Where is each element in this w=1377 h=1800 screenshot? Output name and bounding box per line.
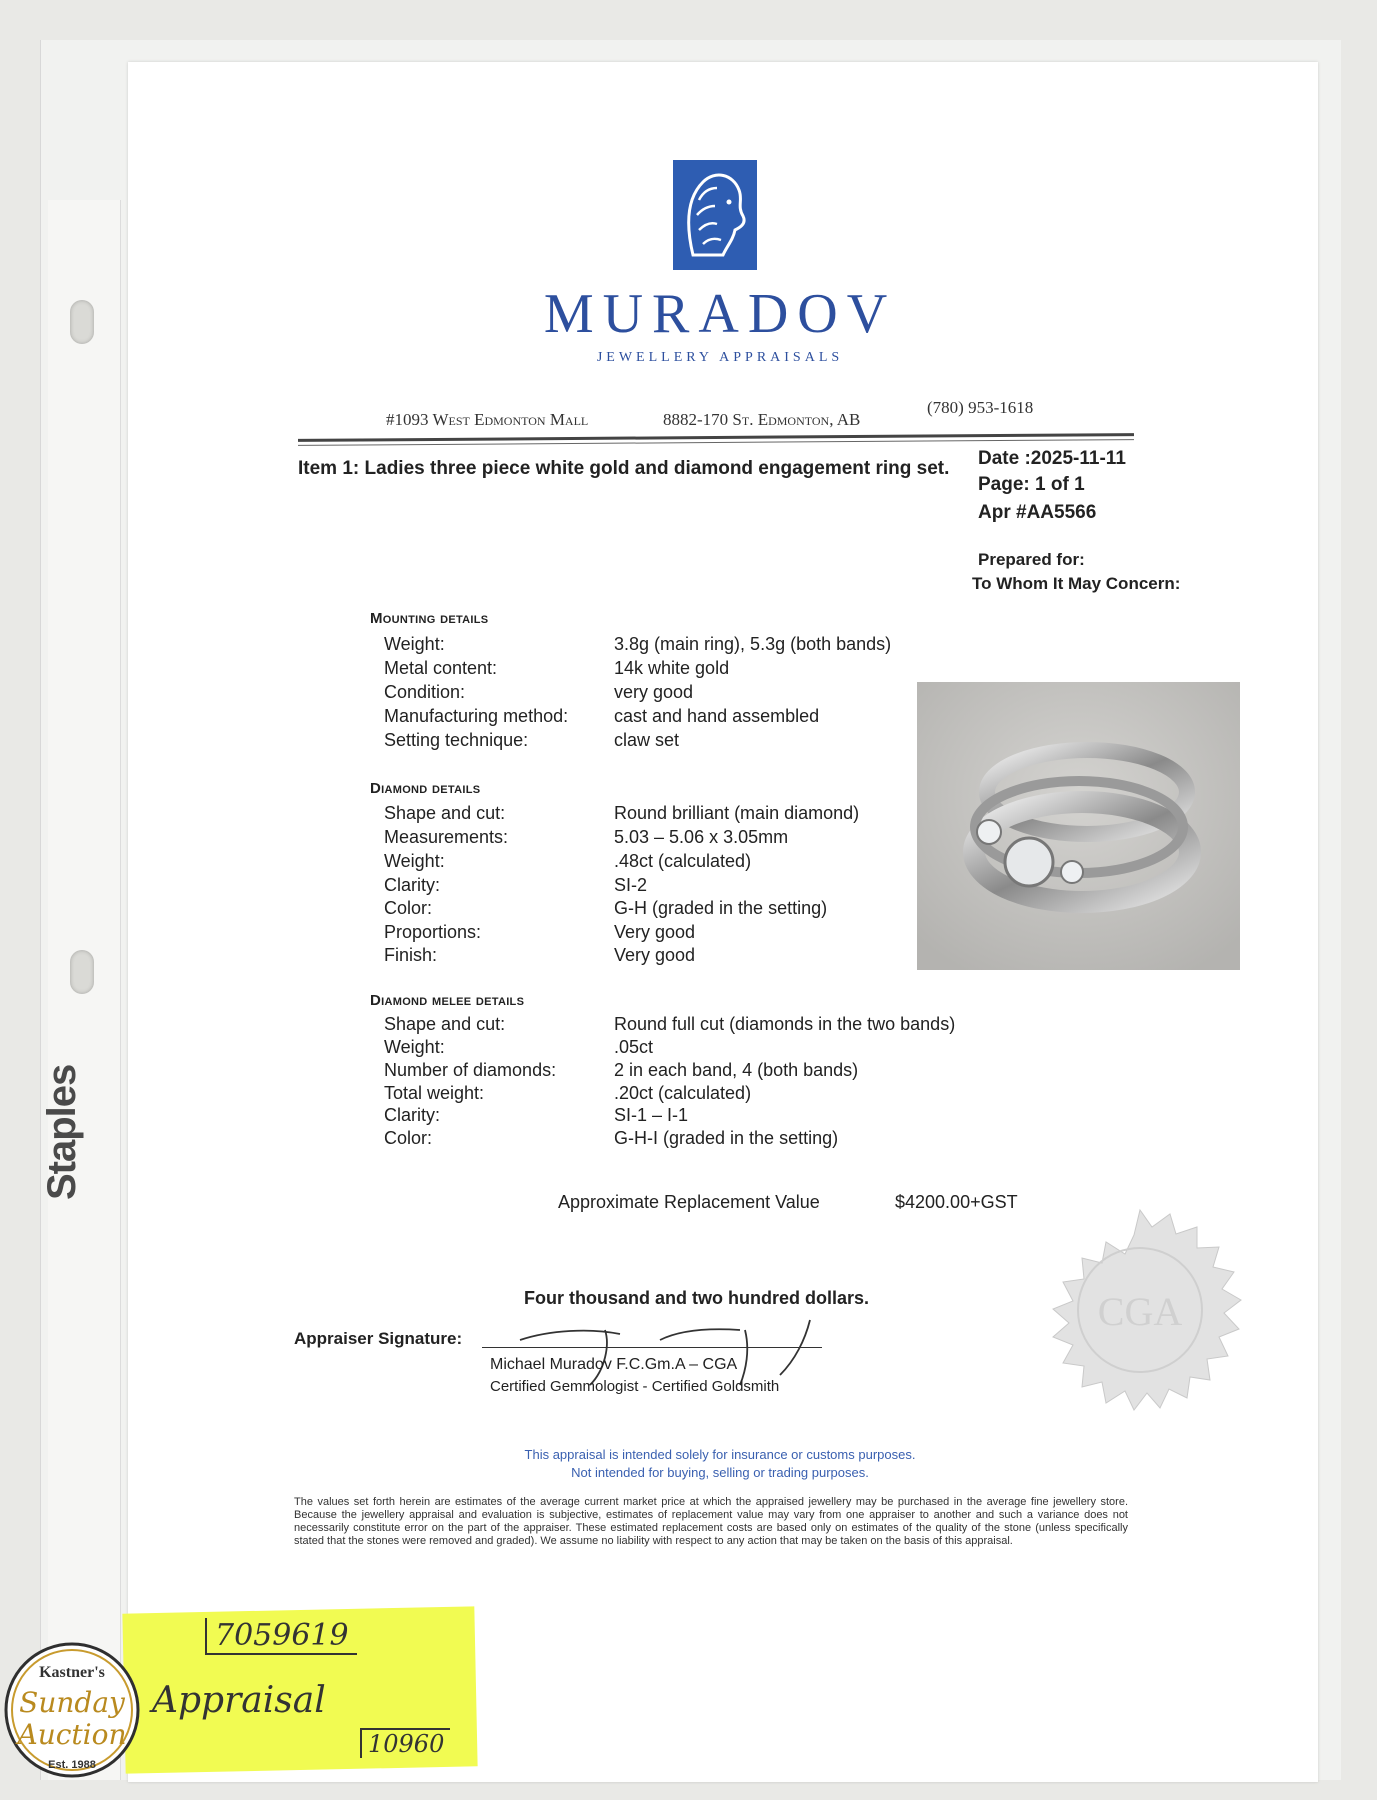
detail-value: .05ct xyxy=(614,1037,654,1057)
detail-label: Condition: xyxy=(384,682,466,702)
replacement-value-label: Approximate Replacement Value xyxy=(558,1192,820,1212)
detail-row xyxy=(384,634,1024,657)
detail-label: Setting technique: xyxy=(384,730,529,750)
handwritten-signature xyxy=(510,1300,840,1390)
punch-hole xyxy=(70,950,94,994)
detail-row xyxy=(384,1083,1024,1106)
detail-value: Very good xyxy=(614,922,696,942)
detail-value: .48ct (calculated) xyxy=(614,851,752,871)
auction-logo-line3: Auction xyxy=(17,1718,127,1751)
detail-label: Shape and cut: xyxy=(384,803,506,823)
detail-label: Weight: xyxy=(384,1037,445,1057)
detail-value: G-H (graded in the setting) xyxy=(614,898,828,918)
page-number: Page: 1 of 1 xyxy=(978,474,1085,495)
address-street: 8882-170 St. Edmonton, AB xyxy=(663,410,861,429)
detail-label: Weight: xyxy=(384,851,445,871)
detail-value: G-H-I (graded in the setting) xyxy=(614,1128,839,1148)
address-mall: #1093 West Edmonton Mall xyxy=(386,410,589,429)
section-heading-mounting: Mounting details xyxy=(370,610,489,627)
lion-logo-icon xyxy=(673,160,757,270)
auction-logo xyxy=(2,1632,142,1782)
item-title: Item 1: Ladies three piece white gold and diamond engagement ring set. xyxy=(298,458,950,479)
punch-hole xyxy=(70,300,94,344)
value-in-words: Four thousand and two hundred dollars. xyxy=(524,1288,869,1308)
prepared-for-value: To Whom It May Concern: xyxy=(972,574,1181,593)
detail-label: Clarity: xyxy=(384,1105,441,1125)
auction-logo-line2: Sunday xyxy=(19,1686,125,1719)
detail-row xyxy=(384,1014,1024,1037)
lot-number: 7059619 xyxy=(205,1618,357,1655)
detail-label: Metal content: xyxy=(384,658,498,678)
detail-label: Weight: xyxy=(384,634,445,654)
appraisal-number: Apr #AA5566 xyxy=(978,502,1097,523)
detail-value: 3.8g (main ring), 5.3g (both bands) xyxy=(614,634,892,654)
detail-value: 2 in each band, 4 (both bands) xyxy=(614,1060,859,1080)
auction-logo-line1: Kastner's xyxy=(39,1664,105,1681)
detail-label: Color: xyxy=(384,898,433,918)
phone-number: (780) 953-1618 xyxy=(927,398,1034,417)
detail-value: Round full cut (diamonds in the two bands) xyxy=(614,1014,956,1034)
detail-label: Color: xyxy=(384,1128,433,1148)
staples-brand: Staples xyxy=(40,1064,84,1200)
detail-row xyxy=(384,1128,1024,1151)
detail-value: .20ct (calculated) xyxy=(614,1083,752,1103)
sticky-label: Appraisal xyxy=(152,1680,326,1721)
prepared-for-label: Prepared for: xyxy=(978,550,1085,569)
sticky-code: 10960 xyxy=(360,1728,450,1758)
section-heading-diamond: Diamond details xyxy=(370,780,481,797)
detail-label: Total weight: xyxy=(384,1083,485,1103)
detail-row xyxy=(384,1060,1024,1083)
legal-disclaimer: The values set forth herein are estimates of the average current market price at which the appraised jewellery may be purchased in the average fine jewellery store. Because the jewellery appraisal and evaluation is subjective, estimates of replacement value may vary from one appraiser to another and such a variance does not necessarily constitute error on the part of the appraiser. These estimated replacement costs are based only on estimates of the quality of the stone (unless specifically stated that the stones were removed and graded). We assume no liability with respect to any action that may be taken on the basis of this appraisal. xyxy=(294,1496,1128,1547)
ring-photo xyxy=(917,682,1240,970)
detail-label: Manufacturing method: xyxy=(384,706,569,726)
detail-label: Proportions: xyxy=(384,922,482,942)
detail-label: Shape and cut: xyxy=(384,1014,506,1034)
detail-value: very good xyxy=(614,682,694,702)
detail-value: 5.03 – 5.06 x 3.05mm xyxy=(614,827,789,847)
appraisal-date: Date :2025-11-11 xyxy=(978,448,1126,469)
company-name: MURADOV xyxy=(543,283,897,345)
cga-seal-icon xyxy=(1010,1180,1270,1440)
detail-value: Round brilliant (main diamond) xyxy=(614,803,860,823)
purpose-notice-2: Not intended for buying, selling or trading purposes. xyxy=(571,1465,869,1480)
auction-logo-est: Est. 1988 xyxy=(48,1759,96,1771)
detail-label: Finish: xyxy=(384,945,438,965)
detail-value: claw set xyxy=(614,730,680,750)
detail-label: Clarity: xyxy=(384,875,441,895)
detail-value: cast and hand assembled xyxy=(614,706,820,726)
detail-value: SI-1 – I-1 xyxy=(614,1105,689,1125)
appraiser-name: Michael Muradov F.C.Gm.A – CGA xyxy=(490,1356,738,1373)
detail-value: 14k white gold xyxy=(614,658,730,678)
section-heading-melee: Diamond melee details xyxy=(370,992,525,1009)
appraiser-title: Certified Gemmologist - Certified Goldsmith xyxy=(490,1378,780,1395)
replacement-value-amount: $4200.00+GST xyxy=(895,1192,1018,1212)
detail-label: Number of diamonds: xyxy=(384,1060,557,1080)
detail-label: Measurements: xyxy=(384,827,509,847)
detail-value: SI-2 xyxy=(614,875,648,895)
purpose-notice: This appraisal is intended solely for insurance or customs purposes. xyxy=(524,1447,916,1462)
detail-row xyxy=(384,1105,1024,1128)
signature-label: Appraiser Signature: xyxy=(294,1329,463,1348)
seal-text: CGA xyxy=(1097,1289,1183,1334)
detail-row xyxy=(384,1037,1024,1060)
detail-row xyxy=(384,658,1024,681)
company-tagline: JEWELLERY APPRAISALS xyxy=(596,350,844,365)
detail-value: Very good xyxy=(614,945,696,965)
